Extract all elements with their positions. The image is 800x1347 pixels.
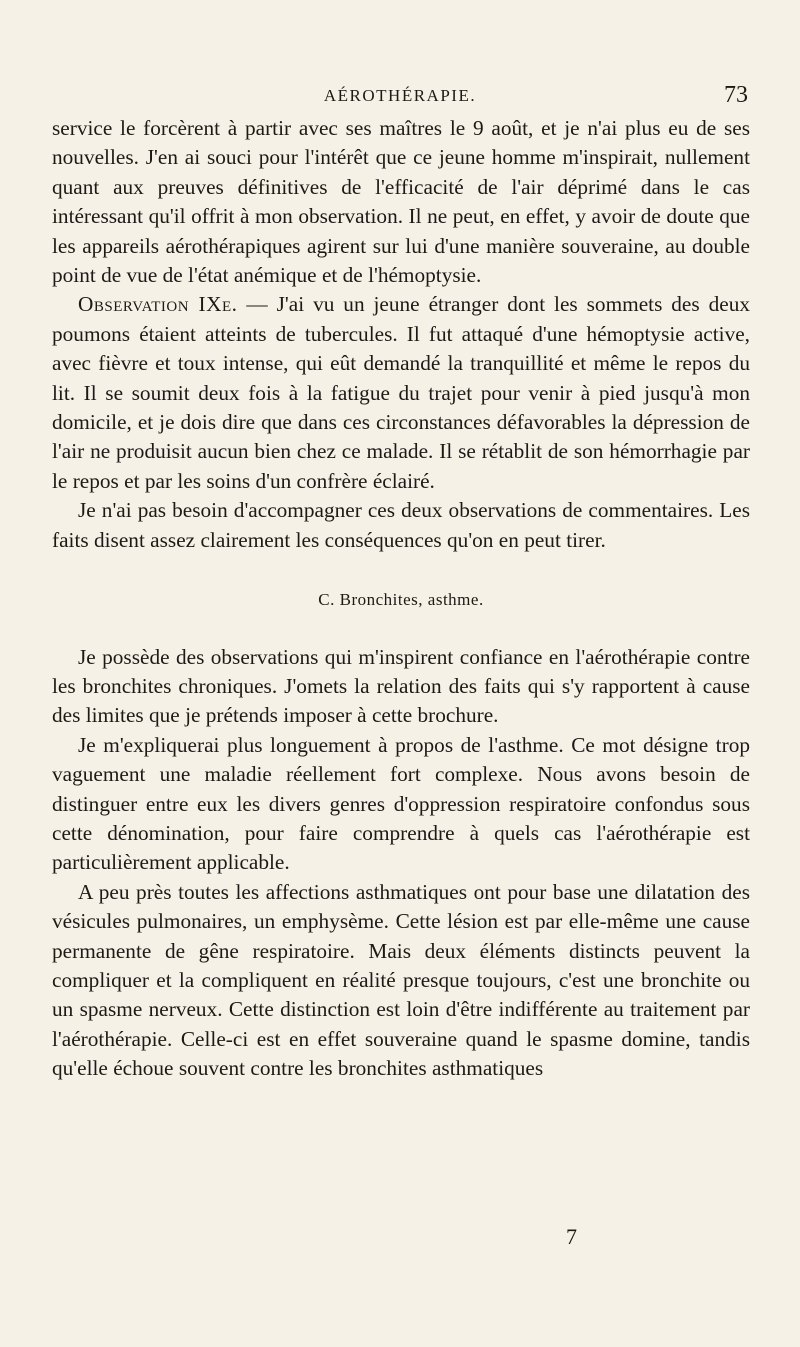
page-number: 73 (724, 82, 748, 108)
running-title: AÉROTHÉRAPIE. (323, 86, 477, 105)
paragraph: Je m'expliquerai plus longuement à propos de l'asthme. Ce mot désigne trop vaguement une maladie réellement fort complexe. Nous avons besoin de distinguer entre eux les divers genres d'oppression respiratoire confondus sous cette dénomination, pour faire comprendre à quels cas l'aérothérapie est particulièrement applicable. (52, 732, 750, 875)
page-header (52, 82, 748, 112)
paragraph: Je n'ai pas besoin d'accompagner ces deux observations de commentaires. Les faits disent assez clairement les conséquences qu'on en peut tirer. (52, 498, 750, 552)
paragraph: service le forcèrent à partir avec ses maîtres le 9 août, et je n'ai plus eu de ses nouvelles. J'en ai souci pour l'intérêt que ce jeune homme m'inspirait, nullement quant aux preuves définitives de l'efficacité de l'air déprimé dans le cas intéressant qu'il offrit à mon observation. Il ne peut, en effet, y avoir de doute que les appareils aérothérapiques agirent sur lui d'une manière souveraine, au double point de vue de l'état anémique et de l'hémoptysie. (52, 116, 750, 288)
body-text (52, 114, 750, 1084)
observation-text: — J'ai vu un jeune étranger dont les sommets des deux poumons étaient atteints de tubercules. Il fut attaqué d'une hémoptysie active, avec fièvre et toux intense, qui eût demandé la tranquillité et même le repos du lit. Il se soumit deux fois à la fatigue du trajet pour venir à pied jusqu'à mon domicile, et je dois dire que dans ces circonstances défavorables la dépression de l'air ne produisit aucun bien chez ce malade. Il se rétablit de son hémorrhagie par le repos et par les soins d'un confrère éclairé. (52, 292, 751, 493)
signature-mark: 7 (566, 1224, 577, 1249)
paragraph: Je possède des observations qui m'inspirent confiance en l'aérothérapie contre les bronchites chroniques. J'omets la relation des faits qui s'y rapportent à cause des limites que je prétends imposer à cette brochure. (52, 644, 750, 728)
section-heading: C. Bronchites, asthme. (318, 590, 484, 610)
observation-paragraph (52, 290, 750, 496)
paragraph: A peu près toutes les affections asthmatiques ont pour base une dilatation des vésicules pulmonaires, un emphysème. Cette lésion est par elle-même une cause permanente de gêne respiratoire. Mais deux éléments distincts peuvent la compliquer et la compliquent en réalité presque toujours, c'est une bronchite ou un spasme nerveux. Cette distinction est loin d'être indifférente au traitement par l'aérothérapie. Celle-ci est en effet souveraine quand le spasme domine, tandis qu'elle échoue souvent contre les bronchites asthmatiques (52, 879, 750, 1081)
observation-label: Observation IXe. (78, 292, 238, 317)
